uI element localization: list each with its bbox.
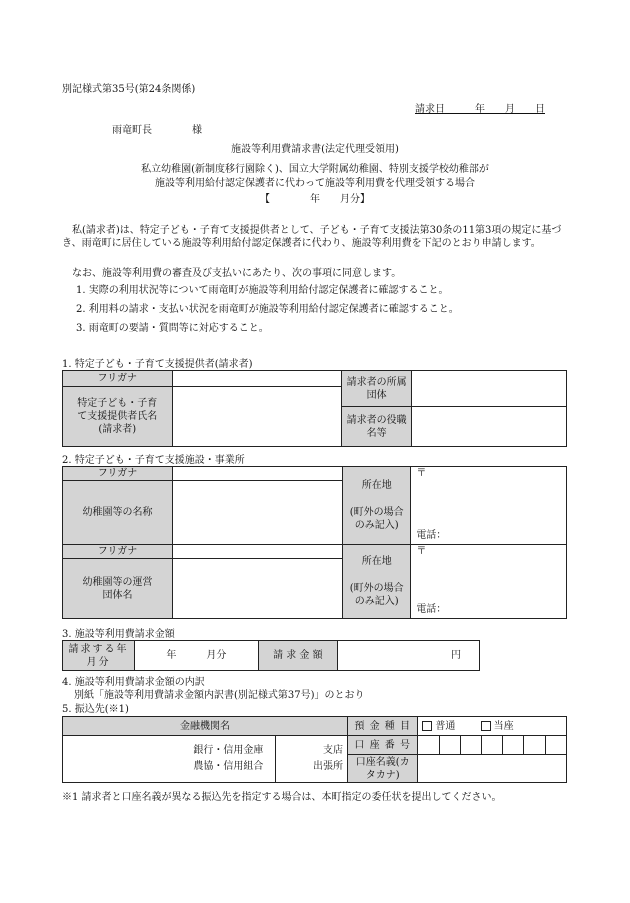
provider-name-input[interactable] [172, 387, 342, 447]
branch-type-2: 出張所 [312, 761, 343, 772]
facility-furigana-input[interactable] [172, 467, 342, 481]
section3-heading: 3. 施設等利用費請求金額 [62, 629, 175, 640]
amount-label: 請 求 金 額 [258, 641, 337, 671]
account-digit-6[interactable] [524, 736, 545, 755]
provider-furigana-label: フリガナ [63, 371, 173, 387]
facility-location-title: 所在地 [361, 480, 392, 491]
account-number-label: 口 座 番 号 [347, 736, 417, 755]
account-digit-3[interactable] [460, 736, 481, 755]
account-digit-7[interactable] [545, 736, 566, 755]
consent-statement: なお、施設等利用費の審査及び支払いにあたり、次の事項に同意します。 [72, 268, 402, 279]
facility-location-input[interactable] [411, 467, 567, 545]
position-input[interactable] [412, 407, 567, 447]
operator-name-label: 幼稚園等の運営団体名 [63, 559, 173, 619]
operator-furigana-input[interactable] [172, 545, 342, 559]
account-holder-label: 口座名義(カタカナ) [347, 755, 417, 783]
bank-table [62, 716, 567, 783]
consent-item-1: 1. 実際の利用状況等について雨竜町が施設等利用給付認定保護者に確認すること。 [76, 285, 449, 296]
section2-heading: 2. 特定子ども・子育て支援施設・事業所 [62, 455, 245, 466]
deposit-type-options [418, 717, 567, 736]
operator-location-input[interactable] [411, 545, 567, 619]
provider-name-label: 特定子ども・子育て支援提供者氏名(請求者) [63, 387, 173, 447]
account-digit-4[interactable] [482, 736, 503, 755]
request-date[interactable]: 請求日 年 月 日 [415, 104, 545, 115]
billing-period[interactable]: 【 年 月分】 [260, 194, 370, 205]
deposit-type-label: 預 金 種 目 [347, 717, 417, 736]
branch-name-input[interactable] [276, 736, 348, 783]
facility-furigana-label: フリガナ [63, 467, 173, 481]
regular-option[interactable] [422, 721, 455, 732]
provider-table [62, 370, 567, 447]
bank-header: 金融機関名 [63, 717, 348, 736]
amount-table [62, 640, 480, 671]
facility-table [62, 466, 567, 619]
branch-type-1: 支店 [322, 745, 343, 756]
regular-checkbox[interactable] [422, 721, 432, 731]
bank-type-2: 農協・信用組合 [193, 761, 264, 772]
facility-name-label: 幼稚園等の名称 [63, 481, 173, 545]
account-digit-5[interactable] [503, 736, 524, 755]
account-holder-input[interactable] [418, 755, 567, 783]
form-subtitle-1: 私立幼稚園(新制度移行園除く)、国立大学附属幼稚園、特別支援学校幼稚部が [141, 164, 489, 175]
operator-phone-label: 電話： [416, 604, 447, 615]
facility-location-label [343, 467, 411, 545]
section4-heading: 4. 施設等利用費請求金額の内訳 [62, 677, 205, 688]
facility-postal-mark: 〒 [416, 468, 427, 479]
footnote: ※1 請求者と口座名義が異なる振込先を指定する場合は、本町指定の委任状を提出してください。 [62, 792, 502, 803]
addressee: 雨竜町長 様 [112, 125, 202, 136]
section5-heading: 5. 振込先(※1) [62, 704, 129, 715]
position-label: 請求者の役職名等 [342, 407, 412, 447]
bank-type-1: 銀行・信用金庫 [193, 745, 264, 756]
section1-heading: 1. 特定子ども・子育て支援提供者(請求者) [62, 359, 253, 370]
operator-name-input[interactable] [172, 559, 342, 619]
intro-paragraph: 私(請求者)は、特定子ども・子育て支援提供者として、子ども・子育て支援法第30条の11第3項の規定に基づき、雨竜町に居住している施設等利用給付認定保護者に代わり、施設等利用費を下記のとおり申請します。 [62, 225, 562, 249]
account-digit-2[interactable] [439, 736, 460, 755]
regular-label: 普通 [435, 720, 456, 732]
operator-location-note: (町外の場合のみ記入) [349, 583, 404, 607]
facility-name-input[interactable] [172, 481, 342, 545]
consent-item-2: 2. 利用料の請求・支払い状況を雨竜町が施設等利用給付認定保護者に確認すること。 [76, 304, 459, 315]
bank-name-input[interactable] [63, 736, 276, 783]
account-digit-1[interactable] [418, 736, 439, 755]
checking-option[interactable] [481, 721, 514, 732]
operator-location-label [343, 545, 411, 619]
amount-input[interactable] [337, 641, 479, 671]
form-subtitle-2: 施設等利用給付認定保護者に代わって施設等利用費を代理受領する場合 [155, 178, 475, 189]
operator-location-title: 所在地 [361, 556, 392, 567]
org-label: 請求者の所属団体 [342, 371, 412, 407]
checking-checkbox[interactable] [481, 721, 491, 731]
month-value[interactable]: 年 月分 [134, 641, 258, 671]
org-input[interactable] [412, 371, 567, 407]
checking-label: 当座 [493, 720, 514, 732]
yen-unit: 円 [451, 650, 461, 661]
facility-location-note: (町外の場合のみ記入) [349, 507, 404, 531]
facility-phone-label: 電話： [416, 530, 447, 541]
month-label: 請求する年月分 [63, 641, 135, 671]
form-number: 別記様式第35号(第24条関係) [62, 84, 196, 95]
form-title: 施設等利用費請求書(法定代理受領用) [231, 144, 399, 155]
operator-postal-mark: 〒 [416, 546, 427, 557]
consent-item-3: 3. 雨竜町の要請・質問等に対応すること。 [76, 323, 269, 334]
provider-furigana-input[interactable] [172, 371, 342, 387]
section4-note: 別紙「施設等利用費請求金額内訳書(別記様式第37号)」のとおり [74, 690, 365, 701]
operator-furigana-label: フリガナ [63, 545, 173, 559]
